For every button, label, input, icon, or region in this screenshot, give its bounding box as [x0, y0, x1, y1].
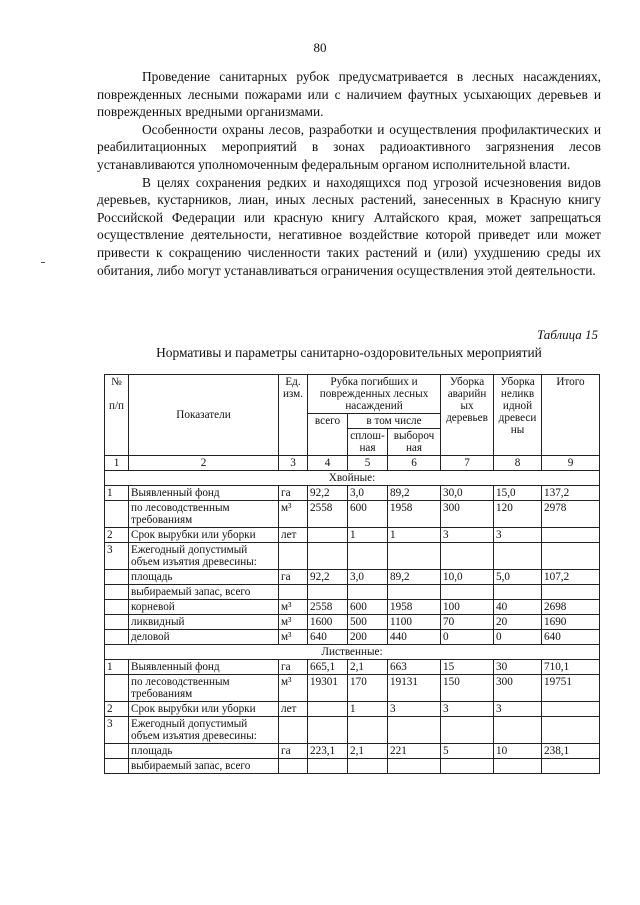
row-number: 1	[105, 660, 129, 675]
header-cutting: Рубка погибших и поврежденных лесных насаждений	[308, 375, 441, 414]
row-value: 200	[348, 630, 388, 645]
row-value: 19301	[308, 675, 348, 702]
row-value: 1600	[308, 615, 348, 630]
row-value	[441, 717, 494, 744]
header-num: № п/п	[105, 375, 129, 456]
table-row	[105, 600, 600, 615]
row-value: 640	[542, 630, 600, 645]
header-sum: Итого	[542, 375, 600, 456]
row-unit: м³	[279, 501, 308, 528]
row-value	[494, 717, 542, 744]
row-number	[105, 600, 129, 615]
table-row	[105, 675, 600, 702]
row-label: по лесоводственным требованиям	[129, 675, 279, 702]
row-value	[348, 717, 388, 744]
row-value: 3	[441, 528, 494, 543]
row-value: 221	[388, 744, 441, 759]
column-number: 7	[441, 456, 494, 471]
row-unit: га	[279, 570, 308, 585]
header-emergency: Уборка аварийн ых деревьев	[441, 375, 494, 456]
row-value	[494, 543, 542, 570]
table-number: Таблица 15	[536, 327, 598, 342]
table-row	[105, 744, 600, 759]
row-value: 15	[441, 660, 494, 675]
body-text	[97, 68, 601, 279]
row-unit	[279, 759, 308, 774]
row-label: корневой	[129, 600, 279, 615]
row-value: 600	[348, 501, 388, 528]
row-number	[105, 759, 129, 774]
row-label: выбираемый запас, всего	[129, 585, 279, 600]
header-selective: выбороч ная	[388, 429, 441, 456]
row-unit: лет	[279, 528, 308, 543]
row-value	[308, 717, 348, 744]
row-number	[105, 585, 129, 600]
row-value: 10	[494, 744, 542, 759]
row-value	[494, 585, 542, 600]
row-label: ликвидный	[129, 615, 279, 630]
row-value: 3,0	[348, 570, 388, 585]
row-unit: га	[279, 486, 308, 501]
row-value: 600	[348, 600, 388, 615]
row-number	[105, 615, 129, 630]
column-number: 6	[388, 456, 441, 471]
header-total: всего	[308, 414, 348, 456]
table-row	[105, 543, 600, 570]
table-row	[105, 615, 600, 630]
row-value: 223,1	[308, 744, 348, 759]
row-value: 10,0	[441, 570, 494, 585]
header-unit: Ед. изм.	[279, 375, 308, 456]
row-value: 1	[348, 528, 388, 543]
row-value: 120	[494, 501, 542, 528]
row-value	[542, 543, 600, 570]
row-value: 663	[388, 660, 441, 675]
row-value	[308, 702, 348, 717]
row-value: 3	[494, 702, 542, 717]
row-value	[388, 717, 441, 744]
row-label: Срок вырубки или уборки	[129, 702, 279, 717]
column-number: 5	[348, 456, 388, 471]
row-value: 3	[388, 702, 441, 717]
table-row	[105, 630, 600, 645]
row-value: 92,2	[308, 570, 348, 585]
table-row	[105, 702, 600, 717]
table-row	[105, 486, 600, 501]
norms-table	[104, 374, 600, 774]
row-unit	[279, 543, 308, 570]
table-row	[105, 585, 600, 600]
row-number	[105, 570, 129, 585]
row-label: Выявленный фонд	[129, 660, 279, 675]
row-value: 710,1	[542, 660, 600, 675]
column-number: 9	[542, 456, 600, 471]
row-value: 170	[348, 675, 388, 702]
row-unit: м³	[279, 630, 308, 645]
row-unit: м³	[279, 615, 308, 630]
row-value	[441, 543, 494, 570]
row-value: 3,0	[348, 486, 388, 501]
column-number: 8	[494, 456, 542, 471]
row-label: площадь	[129, 744, 279, 759]
row-value: 150	[441, 675, 494, 702]
row-value	[348, 543, 388, 570]
row-value: 1958	[388, 600, 441, 615]
row-value: 3	[441, 702, 494, 717]
row-label: площадь	[129, 570, 279, 585]
row-value	[308, 528, 348, 543]
row-number: 3	[105, 717, 129, 744]
row-label: по лесоводственным требованиям	[129, 501, 279, 528]
row-value: 92,2	[308, 486, 348, 501]
row-label: выбираемый запас, всего	[129, 759, 279, 774]
row-value: 500	[348, 615, 388, 630]
row-value: 19131	[388, 675, 441, 702]
column-number: 3	[279, 456, 308, 471]
row-value: 1	[388, 528, 441, 543]
row-value: 2978	[542, 501, 600, 528]
table-row	[105, 528, 600, 543]
row-value: 107,2	[542, 570, 600, 585]
row-unit: га	[279, 744, 308, 759]
row-value: 300	[441, 501, 494, 528]
row-value: 1690	[542, 615, 600, 630]
row-value	[542, 585, 600, 600]
row-value: 15,0	[494, 486, 542, 501]
row-value: 2,1	[348, 660, 388, 675]
row-number	[105, 630, 129, 645]
header-nonliquid: Уборка неликв идной древеси ны	[494, 375, 542, 456]
row-number: 3	[105, 543, 129, 570]
row-value	[348, 585, 388, 600]
table-row	[105, 717, 600, 744]
row-unit	[279, 585, 308, 600]
row-value	[388, 543, 441, 570]
row-unit: га	[279, 660, 308, 675]
row-value: 2,1	[348, 744, 388, 759]
row-value	[308, 585, 348, 600]
table-row	[105, 570, 600, 585]
column-number: 4	[308, 456, 348, 471]
margin-mark	[41, 262, 45, 263]
row-value	[542, 528, 600, 543]
row-value	[542, 717, 600, 744]
paragraph: Особенности охраны лесов, разработки и осуществления профилактических и реабилитационных мероприятий в зонах радиоактивного загрязнения лесов устанавливаются уполномоченным федеральным органом исполнительной власти.	[97, 121, 601, 172]
header-indicators: Показатели	[129, 375, 279, 456]
row-value: 2558	[308, 600, 348, 615]
row-label: деловой	[129, 630, 279, 645]
row-value	[348, 759, 388, 774]
row-value: 30,0	[441, 486, 494, 501]
table-row	[105, 501, 600, 528]
row-value: 2698	[542, 600, 600, 615]
row-value: 1958	[388, 501, 441, 528]
row-number: 2	[105, 528, 129, 543]
paragraph: В целях сохранения редких и находящихся под угрозой исчезновения видов деревьев, кустарников, лиан, иных лесных растений, занесенных в Красную книгу Российской Федерации или красную книгу Алтайского края, может запрещаться осуществление деятельности, негативное воздействие которой приведет или может привести к сокращению численности таких растений и (или) ухудшению среды их обитания, либо могут устанавливаться ограничения осуществления этой деятельности.	[97, 174, 601, 278]
row-value	[542, 702, 600, 717]
row-unit: м³	[279, 600, 308, 615]
row-value: 40	[494, 600, 542, 615]
row-value: 137,2	[542, 486, 600, 501]
table-row	[105, 759, 600, 774]
row-value	[388, 585, 441, 600]
row-value: 89,2	[388, 486, 441, 501]
row-value: 3	[494, 528, 542, 543]
row-value: 1100	[388, 615, 441, 630]
row-value	[494, 759, 542, 774]
row-value: 0	[494, 630, 542, 645]
row-value: 238,1	[542, 744, 600, 759]
row-number	[105, 744, 129, 759]
row-value: 20	[494, 615, 542, 630]
row-value: 1	[348, 702, 388, 717]
row-value: 5	[441, 744, 494, 759]
row-value	[388, 759, 441, 774]
row-value: 440	[388, 630, 441, 645]
row-label: Ежегодный допустимый объем изъятия древесины:	[129, 717, 279, 744]
column-number: 1	[105, 456, 129, 471]
row-value: 19751	[542, 675, 600, 702]
row-value: 640	[308, 630, 348, 645]
paragraph: Проведение санитарных рубок предусматривается в лесных насаждениях, поврежденных лесными пожарами или с наличием фаутных усыхающих деревьев и поврежденных вредными организмами.	[97, 69, 601, 120]
section-title: Лиственные:	[105, 645, 600, 660]
row-value: 300	[494, 675, 542, 702]
row-label: Ежегодный допустимый объем изъятия древесины:	[129, 543, 279, 570]
column-number: 2	[129, 456, 279, 471]
row-value	[308, 759, 348, 774]
row-value: 100	[441, 600, 494, 615]
row-number	[105, 675, 129, 702]
row-number: 1	[105, 486, 129, 501]
section-row	[105, 471, 600, 486]
row-value: 665,1	[308, 660, 348, 675]
row-number: 2	[105, 702, 129, 717]
row-number	[105, 501, 129, 528]
row-value	[441, 759, 494, 774]
row-unit: м³	[279, 675, 308, 702]
table-title: Нормативы и параметры санитарно-оздоровительных мероприятий	[156, 345, 542, 360]
section-title: Хвойные:	[105, 471, 600, 486]
row-value: 2558	[308, 501, 348, 528]
section-row	[105, 645, 600, 660]
table-row	[105, 660, 600, 675]
page-number: 80	[313, 40, 327, 55]
row-value	[542, 759, 600, 774]
row-value: 89,2	[388, 570, 441, 585]
row-value	[441, 585, 494, 600]
header-clear: сплош-ная	[348, 429, 388, 456]
row-value: 5,0	[494, 570, 542, 585]
row-value: 0	[441, 630, 494, 645]
row-value: 70	[441, 615, 494, 630]
row-unit: лет	[279, 702, 308, 717]
row-label: Срок вырубки или уборки	[129, 528, 279, 543]
row-value: 30	[494, 660, 542, 675]
row-unit	[279, 717, 308, 744]
header-including: в том числе	[348, 414, 441, 429]
row-value	[308, 543, 348, 570]
row-label: Выявленный фонд	[129, 486, 279, 501]
